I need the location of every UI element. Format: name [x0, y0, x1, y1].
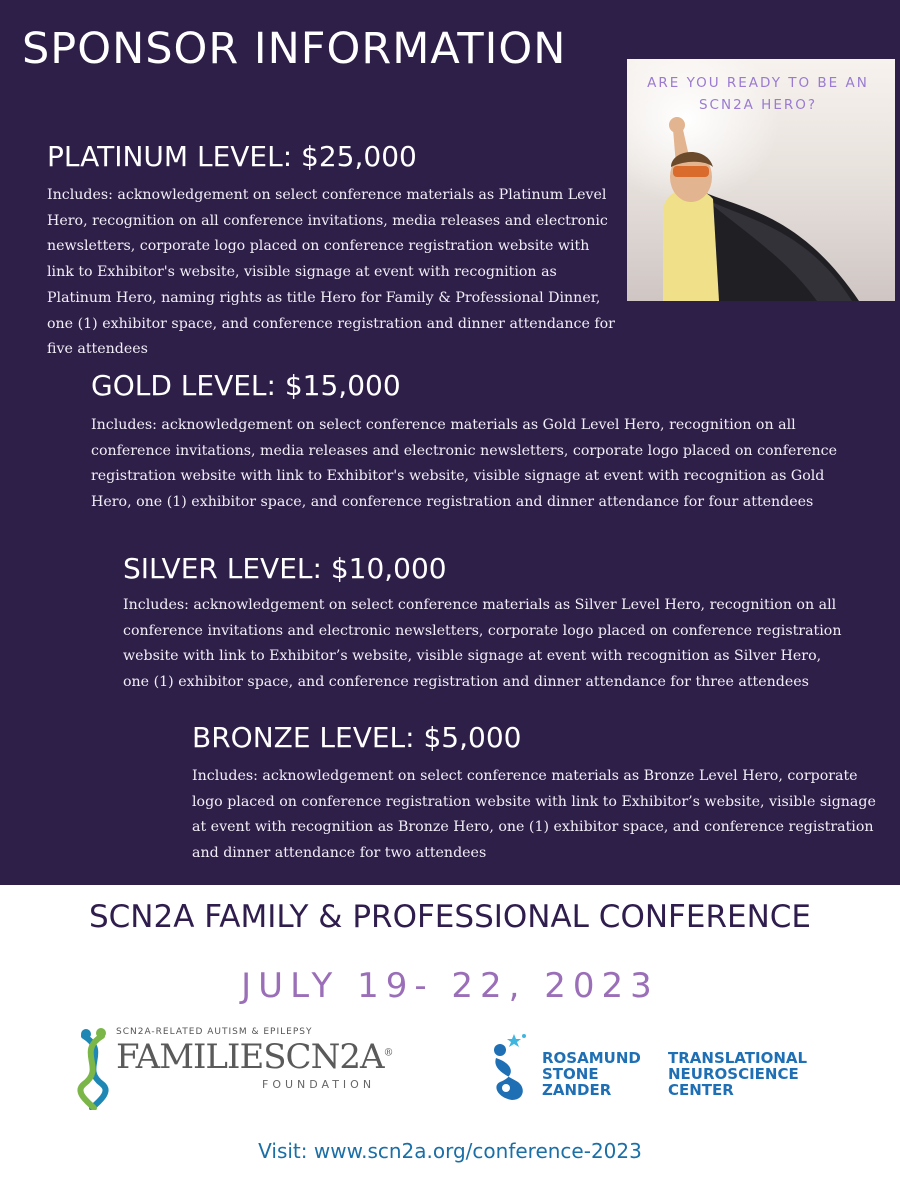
rsz-tnc-logo: [488, 1030, 828, 1110]
platinum-heading: PLATINUM LEVEL: $25,000: [47, 140, 417, 173]
bronze-heading: BRONZE LEVEL: $5,000: [192, 721, 522, 754]
tnc-line: TRANSLATIONAL: [668, 1049, 808, 1067]
gold-level: [91, 369, 851, 516]
silver-level: [123, 552, 843, 696]
platinum-level: [47, 140, 619, 363]
page-title: SPONSOR INFORMATION: [22, 24, 567, 74]
families-tagline: SCN2A-RELATED AUTISM & EPILEPSY: [116, 1027, 313, 1037]
rsz-name: [542, 1050, 641, 1098]
conference-dates: JULY 19- 22, 2023: [241, 966, 659, 1006]
hero-image: [627, 59, 895, 301]
gold-heading: GOLD LEVEL: $15,000: [91, 369, 401, 402]
rsz-line: ZANDER: [542, 1081, 612, 1099]
silver-description: Includes: acknowledgement on select conference materials as Silver Level Hero, recognition on all conference invitations and electronic newsletters, corporate logo placed on conference registration website with link to Exhibitor’s website, visible signage at event with recognition as Silver Hero, one (1) exhibitor space, and conference registration and dinner attendance for three attendees: [123, 597, 842, 691]
visit-link[interactable]: Visit: www.scn2a.org/conference-2023: [258, 1139, 642, 1163]
tnc-line: NEUROSCIENCE: [668, 1065, 799, 1083]
familiescn2a-logo: [72, 1026, 422, 1110]
platinum-description: Includes: acknowledgement on select conference materials as Platinum Level Hero, recognition on all conference invitations, media releases and electronic newsletters, corporate logo placed on conference registration website with link to Exhibitor's website, visible signage at event with recognition as Platinum Hero, naming rights as title Hero for Family & Professional Dinner, one (1) exhibitor space, and conference registration and dinner attendance for five attendees: [47, 187, 615, 358]
dna-helix-icon: [72, 1026, 116, 1110]
hero-caption: ARE YOU READY TO BE AN SCN2A HERO?: [647, 75, 869, 113]
rsz-line: ROSAMUND: [542, 1049, 641, 1067]
rsz-line: STONE: [542, 1065, 599, 1083]
families-name: [116, 1037, 393, 1077]
bronze-description: Includes: acknowledgement on select conference materials as Bronze Level Hero, corporate logo placed on conference registration website with link to Exhibitor’s website, visible signage at event with recognition as Bronze Hero, one (1) exhibitor space, and conference registration and dinner attendance for two attendees: [192, 768, 876, 862]
rsz-figure-icon: [488, 1030, 532, 1104]
registered-mark: ®: [383, 1047, 393, 1059]
tnc-name: [668, 1050, 807, 1098]
families-name-text: FAMILIESCN2A: [116, 1037, 384, 1077]
conference-title: SCN2A FAMILY & PROFESSIONAL CONFERENCE: [88, 899, 812, 935]
families-foundation: FOUNDATION: [262, 1078, 376, 1091]
tnc-line: CENTER: [668, 1081, 734, 1099]
silver-heading: SILVER LEVEL: $10,000: [123, 552, 447, 585]
gold-description: Includes: acknowledgement on select conference materials as Gold Level Hero, recognition on all conference invitations, media releases and electronic newsletters, corporate logo placed on conference registration website with link to Exhibitor's website, visible signage at event with recognition as Gold Hero, one (1) exhibitor space, and conference registration and dinner attendance for four attendees: [91, 417, 837, 511]
bronze-level: [192, 721, 882, 867]
